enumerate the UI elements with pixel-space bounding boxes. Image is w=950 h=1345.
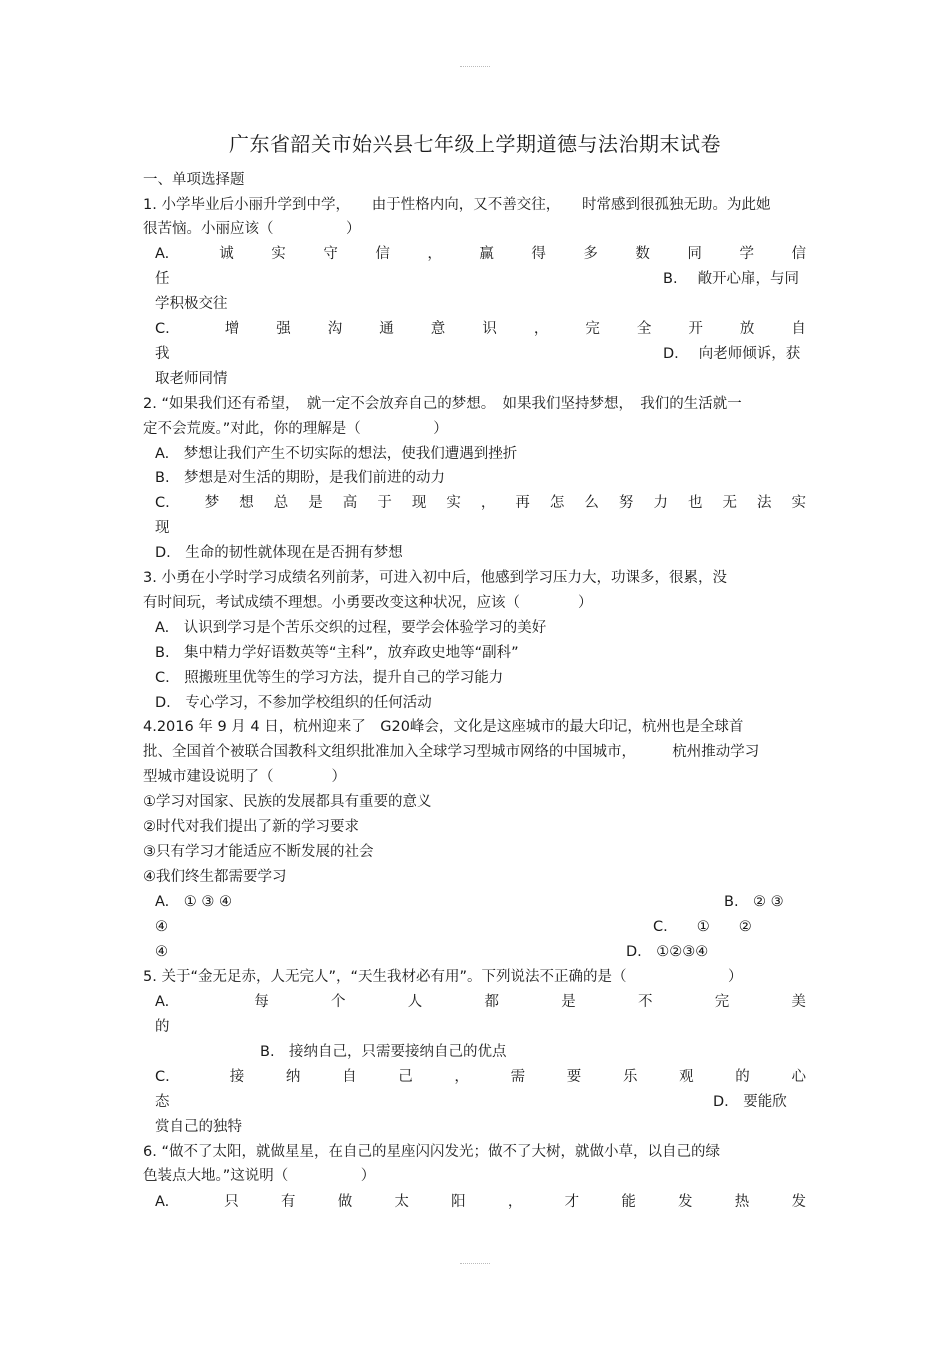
q3-option-c: C. 照搬班里优等生的学习方法，提升自己的学习能力: [155, 670, 504, 686]
char: 个: [331, 994, 346, 1010]
q4-option-c: C. ① ②: [653, 919, 752, 935]
q2-option-a: A. 梦想让我们产生不切实际的想法，使我们遭遇到挫折: [155, 446, 518, 462]
q4-stem-cont-2: 型城市建设说明了（ ）: [143, 769, 346, 785]
char: 发: [678, 1194, 693, 1210]
option-label: D.: [663, 346, 679, 362]
justified-text: [224, 1192, 806, 1212]
char: 纳: [285, 1069, 301, 1085]
char: 强: [276, 321, 291, 337]
q4-statement-1: ①学习对国家、民族的发展都具有重要的意义: [143, 794, 432, 810]
q5-stem: 5. 关于“金无足赤，人无完人”，“天生我材必有用”。下列说法不正确的是（ ）: [143, 969, 743, 985]
char: 现: [411, 495, 427, 511]
option-label: A.: [155, 1194, 170, 1210]
char: 得: [531, 246, 546, 262]
q4-option-a: A. ① ③ ④: [155, 894, 232, 910]
char: 全: [636, 321, 652, 337]
char: 人: [407, 994, 423, 1010]
q2-option-b: B. 梦想是对生活的期盼，是我们前进的动力: [155, 470, 446, 486]
char: ，: [480, 495, 496, 511]
q4-stem-cont: 批、全国首个被联合国教科文组织批准加入全球学习型城市网络的中国城市， 杭州推动学习: [143, 744, 760, 760]
header-dots: [460, 66, 490, 71]
char: 识: [482, 321, 497, 337]
char: 乐: [622, 1069, 638, 1085]
q4-stem: 4.2016 年 9 月 4 日，杭州迎来了 G20峰会，文化是这座城市的最大印记，杭州也是全球首: [143, 719, 744, 735]
option-text: 向老师倾诉，获: [698, 346, 801, 362]
char: 信: [375, 246, 390, 262]
q6-stem-cont: 色装点大地。”这说明（ ）: [143, 1168, 376, 1184]
exam-title: 广东省韶关市始兴县七年级上学期道德与法治期末试卷: [229, 132, 721, 156]
char: 诚: [219, 246, 234, 262]
char: 无: [722, 495, 737, 511]
option-label: B.: [663, 271, 678, 287]
char: 实: [446, 495, 461, 511]
justified-text: [230, 1067, 806, 1087]
char: 有: [281, 1194, 296, 1210]
q3-stem: 3. 小勇在小学时学习成绩名列前茅，可进入初中后，他感到学习压力大，功课多，很累，没: [143, 570, 727, 586]
char: 完: [585, 321, 600, 337]
char: 的: [735, 1069, 750, 1085]
char: 增: [224, 321, 240, 337]
q2-option-d: D. 生命的韧性就体现在是否拥有梦想: [155, 545, 403, 561]
q5-option-c: [155, 1067, 806, 1087]
q4-option-b-cont: ④: [155, 919, 168, 935]
char: 同: [687, 246, 702, 262]
char: 发: [791, 1194, 806, 1210]
option-text: 敞开心扉，与同: [697, 271, 800, 287]
char: 于: [377, 495, 392, 511]
char: 只: [224, 1194, 239, 1210]
option-label: C.: [155, 321, 170, 337]
char: 多: [583, 246, 598, 262]
char: 意: [430, 321, 446, 337]
char: 是: [308, 495, 323, 511]
char: 自: [791, 321, 806, 337]
q3-stem-cont: 有时间玩，考试成绩不理想。小勇要改变这种状况，应该（ ）: [143, 595, 593, 611]
char: 阳: [451, 1194, 466, 1210]
char: 学: [739, 246, 754, 262]
char: 努: [618, 495, 634, 511]
char: 沟: [327, 321, 343, 337]
char: 力: [653, 495, 668, 511]
char: 每: [254, 994, 269, 1010]
q1-stem-cont: 很苦恼。小丽应该（ ）: [143, 221, 361, 237]
char: 也: [687, 495, 703, 511]
justified-text: [254, 992, 806, 1012]
char: 想: [239, 495, 254, 511]
justified-text: [225, 319, 806, 339]
q2-stem: 2. “如果我们还有希望， 就一定不会放弃自己的梦想。 如果我们坚持梦想， 我们的生活就一: [143, 396, 742, 412]
q1-option-d: [663, 344, 800, 364]
char: 法: [756, 495, 772, 511]
q1-option-d-cont: 取老师同情: [155, 371, 228, 387]
q1-option-a-cont: 任: [155, 271, 170, 287]
q2-option-c: [155, 493, 806, 513]
char: 开: [688, 321, 703, 337]
q6-option-a: [155, 1192, 806, 1212]
footer-dots: [460, 1263, 490, 1268]
char: 再: [515, 495, 530, 511]
option-label: A.: [155, 246, 170, 262]
q1-option-a: [155, 244, 806, 264]
option-label: A.: [155, 994, 170, 1010]
char: 能: [621, 1194, 636, 1210]
q1-stem: 1. 小学毕业后小丽升学到中学， 由于性格内向，又不善交往， 时常感到很孤独无助。为此她: [143, 197, 771, 213]
justified-text: [219, 244, 806, 264]
char: ，: [454, 1069, 469, 1085]
option-label: C.: [155, 1069, 170, 1085]
char: 观: [679, 1069, 694, 1085]
q4-option-c-cont: ④: [155, 944, 168, 960]
char: ，: [427, 246, 442, 262]
q5-option-b: B. 接纳自己，只需要接纳自己的优点: [260, 1044, 507, 1060]
q4-option-d: D. ①②③④: [626, 944, 709, 960]
q1-option-c: [155, 319, 806, 339]
q3-option-d: D. 专心学习，不参加学校组织的任何活动: [155, 695, 432, 711]
q1-option-b-cont: 学积极交往: [155, 296, 228, 312]
char: 心: [791, 1069, 806, 1085]
char: 己: [398, 1069, 413, 1085]
char: 信: [791, 246, 806, 262]
char: 才: [564, 1194, 580, 1210]
section-heading: 一、单项选择题: [143, 172, 245, 188]
char: 不: [637, 994, 653, 1010]
char: 怎: [549, 495, 565, 511]
char: 梦: [204, 495, 220, 511]
q1-option-b: [663, 269, 799, 289]
q4-statement-2: ②时代对我们提出了新的学习要求: [143, 819, 359, 835]
char: 是: [561, 994, 576, 1010]
char: ，: [507, 1194, 523, 1210]
char: 实: [271, 246, 286, 262]
char: 守: [323, 246, 338, 262]
q4-statement-3: ③只有学习才能适应不断发展的社会: [143, 844, 374, 860]
q5-option-a-cont: 的: [155, 1019, 170, 1035]
option-label: C.: [155, 495, 170, 511]
q5-option-c-cont: 态: [155, 1094, 170, 1110]
char: 数: [635, 246, 650, 262]
char: 高: [342, 495, 358, 511]
char: 需: [510, 1069, 526, 1085]
justified-text: [205, 493, 806, 513]
char: 通: [379, 321, 394, 337]
char: 么: [584, 495, 599, 511]
q6-stem: 6. “做不了太阳，就做星星，在自己的星座闪闪发光；做不了大树，就做小草，以自己的绿: [143, 1144, 720, 1160]
q2-option-c-cont: 现: [155, 520, 170, 536]
char: 实: [791, 495, 806, 511]
char: 要: [566, 1069, 582, 1085]
q4-option-b: B. ② ③: [724, 894, 784, 910]
q3-option-a: A. 认识到学习是个苦乐交织的过程，要学会体验学习的美好: [155, 620, 547, 636]
char: 做: [337, 1194, 353, 1210]
q5-option-d-cont: 赏自己的独特: [155, 1119, 242, 1135]
char: 自: [342, 1069, 357, 1085]
q1-option-c-cont: 我: [155, 346, 170, 362]
char: 接: [229, 1069, 245, 1085]
q5-option-d: D. 要能欣: [713, 1094, 787, 1110]
char: 热: [734, 1194, 750, 1210]
char: 总: [273, 495, 289, 511]
char: 放: [739, 321, 755, 337]
q4-statement-4: ④我们终生都需要学习: [143, 869, 287, 885]
char: 都: [484, 994, 499, 1010]
q2-stem-cont: 定不会荒废。”对此，你的理解是（ ）: [143, 421, 448, 437]
char: 赢: [479, 246, 494, 262]
char: ，: [533, 321, 549, 337]
char: 美: [791, 994, 806, 1010]
char: 完: [714, 994, 730, 1010]
q3-option-b: B. 集中精力学好语数英等“主科”，放弃政史地等“副科”: [155, 645, 519, 661]
char: 太: [394, 1194, 409, 1210]
q5-option-a: [155, 992, 806, 1012]
